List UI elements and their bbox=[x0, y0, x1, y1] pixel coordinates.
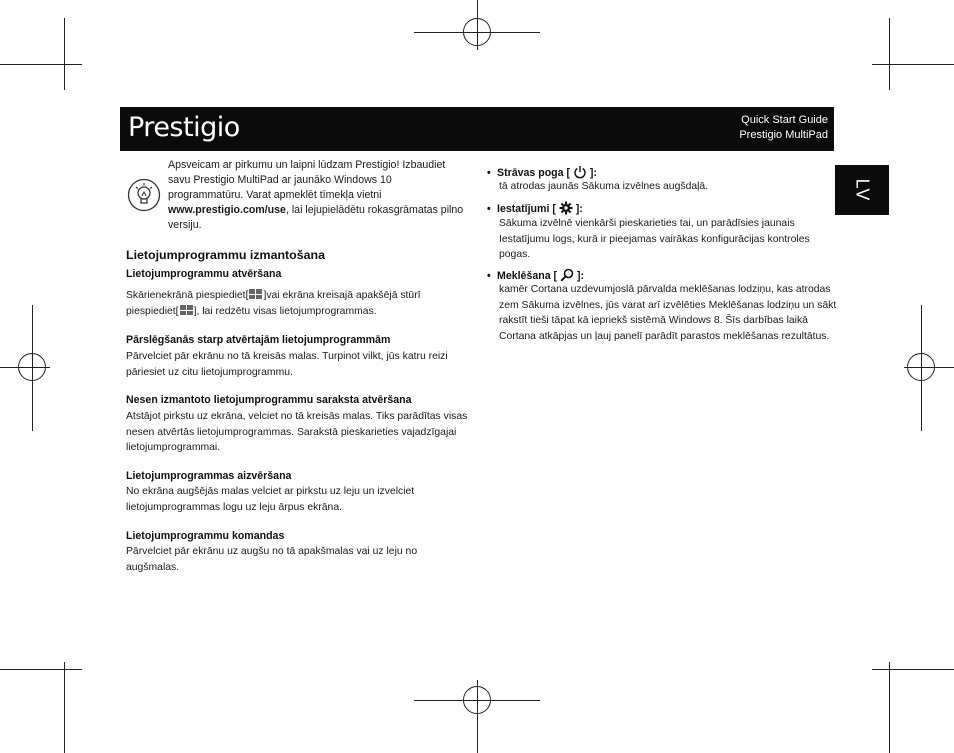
language-code: LV bbox=[852, 178, 873, 202]
header-bar bbox=[120, 107, 834, 151]
settings-heading: • Iestatījumi [ ]: bbox=[487, 203, 583, 215]
open-apps-text-2: ]vai ekrāna kreisajā apakšējā stūrī bbox=[263, 290, 421, 301]
intro-text-after: , lai lejupielādētu rokasgrāmatas pilno versiju. bbox=[168, 204, 464, 231]
search-heading: • Meklēšana [ ]: bbox=[487, 270, 585, 282]
gear-icon bbox=[559, 201, 573, 215]
open-apps-text-3: piespiediet[ bbox=[126, 305, 179, 317]
intro-url[interactable]: www.prestigio.com/use bbox=[168, 204, 286, 216]
intro-paragraph bbox=[168, 158, 470, 233]
recent-apps-text: Atstājot pirkstu uz ekrāna, velciet no tā kreisās malas. Tiks parādītas visas nesen atvērtās lietojumprogrammas. Sarakstā pieskarieties vajadzīgajai lietojumprogrammai. bbox=[126, 411, 468, 453]
open-apps-text-1: Skārienekrānā piespiediet[ bbox=[126, 290, 249, 301]
intro-text: Apsveicam ar pirkumu un laipni lūdzam Prestigio! Izbaudiet savu Prestigio MultiPad ar jaunāko Windows 10 programmatūru. Varat apmeklēt tīmekļa vietni bbox=[168, 159, 446, 201]
search-text: kamēr Cortana uzdevumjoslā pārvalda meklēšanas lodziņu, kas atrodas zem Sākuma izvēlnes, jūs varat arī izvēlēties Meklēšanas lodziņu un sākt rakstīt tieši tāpat kā iepriekš sistēmā Windows 8. Šīs darbības laikā Cortana atkāpjas un ļauj panelī parādīt parastos meklēšanas rezultātus. bbox=[499, 284, 837, 342]
product-name: Prestigio MultiPad bbox=[739, 129, 828, 141]
open-apps-text-4: ], lai redzētu visas lietojumprogrammas. bbox=[193, 305, 377, 317]
open-apps-heading: Lietojumprogrammu atvēršana bbox=[126, 268, 282, 280]
lightbulb-icon bbox=[127, 178, 161, 212]
guide-meta bbox=[739, 113, 828, 143]
close-app-heading: Lietojumprogrammas aizvēršana bbox=[126, 470, 292, 482]
power-button-text: tā atrodas jaunās Sākuma izvēlnes augšdaļā. bbox=[499, 181, 709, 192]
brand-logo: Prestigio bbox=[128, 112, 240, 143]
close-app-text: No ekrāna augšējās malas velciet ar pirkstu uz leju un izvelciet lietojumprogrammas logu uz leju ārpus ekrāna. bbox=[126, 486, 415, 513]
search-icon bbox=[560, 268, 574, 282]
windows-icon bbox=[180, 305, 193, 315]
recent-apps-heading: Nesen izmantoto lietojumprogrammu saraksta atvēršana bbox=[126, 394, 412, 406]
windows-icon bbox=[249, 289, 262, 299]
switch-apps-text: Pārvelciet pār ekrānu no tā kreisās malas. Turpinot vilkt, jūs katru reizi pāriesiet uz citu lietojumprogrammu. bbox=[126, 351, 448, 378]
power-icon bbox=[573, 165, 587, 179]
settings-text: Sākuma izvēlnē vienkārši pieskarieties tai, un parādīsies jaunais Iestatījumu logs, kurā ir pieejamas vairākas konfigurācijas kontroles pogas. bbox=[499, 218, 810, 260]
app-commands-heading: Lietojumprogrammu komandas bbox=[126, 530, 285, 542]
open-apps-text bbox=[126, 288, 471, 319]
section-title: Lietojumprogrammu izmantošana bbox=[126, 248, 325, 262]
power-button-heading: • Strāvas poga [ ]: bbox=[487, 167, 597, 179]
switch-apps-heading: Pārslēgšanās starp atvērtajām lietojumprogrammām bbox=[126, 334, 391, 346]
language-tab bbox=[835, 165, 889, 215]
app-commands-text: Pārvelciet pār ekrānu uz augšu no tā apakšmalas vai uz leju no augšmalas. bbox=[126, 546, 418, 573]
guide-title: Quick Start Guide bbox=[741, 114, 828, 126]
